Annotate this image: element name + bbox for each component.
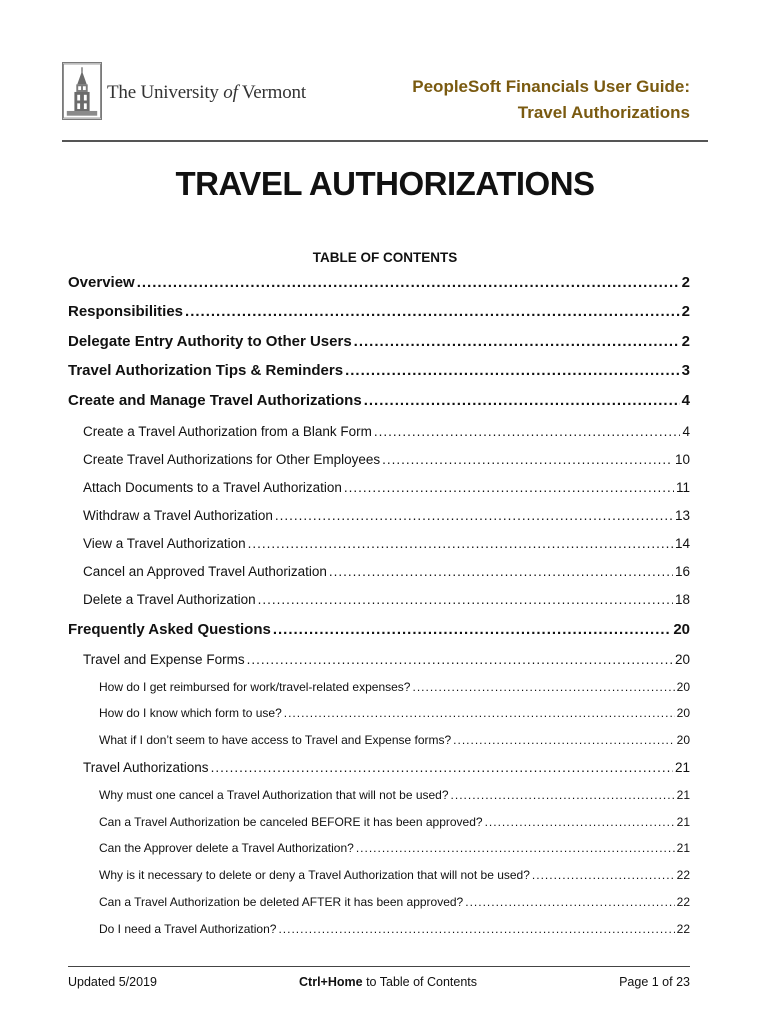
toc-entry-page: 21 bbox=[676, 815, 690, 829]
toc-dot-leader bbox=[273, 621, 671, 638]
footer-nav-hint: Ctrl+Home to Table of Contents bbox=[299, 975, 478, 989]
toc-entry[interactable] bbox=[68, 706, 690, 720]
toc-entry-title: Why is it necessary to delete or deny a Travel Authorization that will not be used? bbox=[99, 868, 530, 882]
toc-dot-leader bbox=[248, 536, 673, 551]
toc-entry[interactable] bbox=[68, 788, 690, 802]
toc-entry-title: View a Travel Authorization bbox=[83, 536, 246, 551]
toc-entry-title: How do I get reimbursed for work/travel-related expenses? bbox=[99, 680, 411, 694]
toc-entry-page: 14 bbox=[674, 536, 690, 551]
toc-dot-leader bbox=[532, 868, 675, 882]
toc-dot-leader bbox=[345, 362, 680, 379]
toc-entry-page: 21 bbox=[676, 788, 690, 802]
header-divider bbox=[62, 140, 708, 142]
toc-entry[interactable] bbox=[68, 592, 690, 607]
university-logo bbox=[62, 62, 306, 122]
toc-entry-title: Travel Authorizations bbox=[83, 760, 209, 775]
toc-entry-page: 22 bbox=[676, 895, 690, 909]
toc-dot-leader bbox=[258, 592, 673, 607]
toc-dot-leader bbox=[211, 760, 673, 775]
toc-dot-leader bbox=[329, 564, 673, 579]
toc-entry-page: 2 bbox=[681, 303, 690, 320]
page-footer bbox=[68, 975, 690, 989]
toc-dot-leader bbox=[412, 680, 674, 694]
tower-icon bbox=[62, 62, 102, 120]
toc-entry[interactable] bbox=[68, 303, 690, 320]
footer-page-number: Page 1 of 23 bbox=[619, 975, 690, 989]
toc-entry-page: 4 bbox=[682, 424, 690, 439]
toc-heading: TABLE OF CONTENTS bbox=[312, 250, 458, 265]
toc-dot-leader bbox=[247, 652, 673, 667]
toc-entry[interactable] bbox=[68, 362, 690, 379]
toc-entry[interactable] bbox=[68, 333, 690, 350]
toc-entry-page: 20 bbox=[676, 680, 690, 694]
toc-entry-page: 20 bbox=[673, 621, 690, 638]
toc-entry-page: 10 bbox=[674, 452, 690, 467]
toc-entry-page: 20 bbox=[674, 652, 690, 667]
toc-entry-page: 2 bbox=[681, 333, 690, 350]
toc-dot-leader bbox=[137, 274, 680, 291]
toc-entry-page: 11 bbox=[675, 480, 690, 495]
toc-dot-leader bbox=[465, 895, 674, 909]
toc-dot-leader bbox=[374, 424, 681, 439]
toc-entry[interactable] bbox=[68, 922, 690, 936]
toc-dot-leader bbox=[354, 333, 680, 350]
toc-entry-title: How do I know which form to use? bbox=[99, 706, 282, 720]
toc-entry[interactable] bbox=[68, 536, 690, 551]
toc-dot-leader bbox=[451, 788, 675, 802]
toc-entry-title: What if I don’t seem to have access to Travel and Expense forms? bbox=[99, 733, 452, 747]
toc-entry-title: Do I need a Travel Authorization? bbox=[99, 922, 277, 936]
toc-entry-title: Frequently Asked Questions bbox=[68, 621, 271, 638]
toc-dot-leader bbox=[453, 733, 674, 747]
document-title: TRAVEL AUTHORIZATIONS bbox=[175, 165, 595, 202]
toc-entry[interactable] bbox=[68, 424, 690, 439]
toc-entry[interactable] bbox=[68, 392, 690, 409]
toc-entry-title: Attach Documents to a Travel Authorization bbox=[83, 480, 342, 495]
toc-entry[interactable] bbox=[68, 815, 690, 829]
toc-entry-title: Can a Travel Authorization be deleted AFTER it has been approved? bbox=[99, 895, 464, 909]
toc-entry[interactable] bbox=[68, 480, 690, 495]
toc-entry-page: 22 bbox=[676, 868, 690, 882]
toc-entry-page: 22 bbox=[676, 922, 690, 936]
toc-entry-title: Withdraw a Travel Authorization bbox=[83, 508, 273, 523]
toc-entry-title: Why must one cancel a Travel Authorization that will not be used? bbox=[99, 788, 449, 802]
guide-title bbox=[412, 74, 690, 126]
toc-entry[interactable] bbox=[68, 760, 690, 775]
toc-entry[interactable] bbox=[68, 841, 690, 855]
toc-entry[interactable] bbox=[68, 868, 690, 882]
toc-dot-leader bbox=[344, 480, 674, 495]
toc-entry[interactable] bbox=[68, 564, 690, 579]
toc-dot-leader bbox=[485, 815, 675, 829]
toc-entry-page: 4 bbox=[681, 392, 690, 409]
toc-entry[interactable] bbox=[68, 895, 690, 909]
guide-title-line2: Travel Authorizations bbox=[517, 103, 690, 122]
toc-dot-leader bbox=[185, 303, 680, 320]
toc-entry-page: 16 bbox=[674, 564, 690, 579]
toc-dot-leader bbox=[356, 841, 675, 855]
toc-entry-title: Travel and Expense Forms bbox=[83, 652, 245, 667]
toc-entry[interactable] bbox=[68, 733, 690, 747]
toc-entry[interactable] bbox=[68, 508, 690, 523]
toc-entry-title: Create and Manage Travel Authorizations bbox=[68, 392, 362, 409]
footer-divider bbox=[68, 966, 690, 967]
toc-entry-title: Can the Approver delete a Travel Authorization? bbox=[99, 841, 354, 855]
toc-entry[interactable] bbox=[68, 621, 690, 638]
guide-title-line1: PeopleSoft Financials User Guide: bbox=[412, 77, 690, 96]
toc-entry[interactable] bbox=[68, 274, 690, 291]
toc-dot-leader bbox=[364, 392, 680, 409]
toc-entry-title: Create a Travel Authorization from a Blank Form bbox=[83, 424, 372, 439]
toc-entry-title: Cancel an Approved Travel Authorization bbox=[83, 564, 327, 579]
toc-entry-page: 18 bbox=[674, 592, 690, 607]
toc-entry[interactable] bbox=[68, 652, 690, 667]
toc-entry[interactable] bbox=[68, 680, 690, 694]
toc-entry-page: 21 bbox=[676, 841, 690, 855]
toc-entry[interactable] bbox=[68, 452, 690, 467]
toc-entry-page: 21 bbox=[674, 760, 690, 775]
toc-entry-page: 13 bbox=[674, 508, 690, 523]
toc-dot-leader bbox=[275, 508, 673, 523]
toc-entry-title: Can a Travel Authorization be canceled BEFORE it has been approved? bbox=[99, 815, 483, 829]
logo-wordmark: The University of Vermont bbox=[107, 82, 306, 103]
toc-entry-title: Responsibilities bbox=[68, 303, 184, 320]
toc-dot-leader bbox=[382, 452, 673, 467]
toc-entry-page: 20 bbox=[676, 733, 690, 747]
toc-entry-page: 3 bbox=[681, 362, 690, 379]
toc-entry-title: Travel Authorization Tips & Reminders bbox=[68, 362, 344, 379]
toc-entry-title: Create Travel Authorizations for Other Employees bbox=[83, 452, 381, 467]
toc-entry-page: 2 bbox=[681, 274, 690, 291]
footer-updated: Updated 5/2019 bbox=[68, 975, 157, 989]
toc-entry-title: Overview bbox=[68, 274, 135, 291]
toc-entry-title: Delete a Travel Authorization bbox=[83, 592, 256, 607]
toc-entry-title: Delegate Entry Authority to Other Users bbox=[68, 333, 352, 350]
toc-entry-page: 20 bbox=[676, 706, 690, 720]
toc-dot-leader bbox=[278, 922, 674, 936]
toc-dot-leader bbox=[284, 706, 675, 720]
